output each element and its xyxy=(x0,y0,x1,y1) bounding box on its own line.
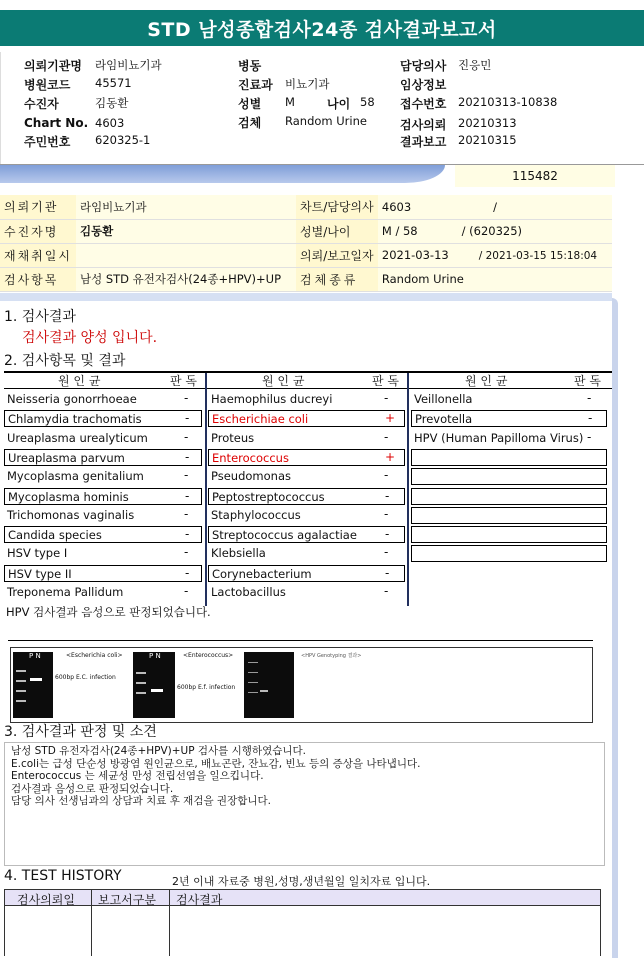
decorative-banner xyxy=(0,165,445,183)
pathogen-name: Treponema Pallidum xyxy=(7,585,124,599)
pathogen-row xyxy=(208,449,405,466)
pathogen-row xyxy=(208,545,405,562)
col3-pathogen-head: 원 인 균 xyxy=(465,374,508,388)
info-chart-value: 4603 xyxy=(381,199,412,214)
info-dates-value xyxy=(378,243,612,267)
section2-title: 2. 검사항목 및 결과 xyxy=(4,353,126,369)
pathogen-name: Proteus xyxy=(211,430,255,445)
resident-value: 620325-1 xyxy=(95,133,151,147)
pathogen-row xyxy=(411,449,607,466)
hpv-note: HPV 검사결과 음성으로 판정되었습니다. xyxy=(6,605,211,619)
info-sex-age-label: 성별/나이 xyxy=(296,219,378,243)
gel-ladder-3 xyxy=(244,652,294,718)
info-specimen-value: Random Urine xyxy=(378,267,612,291)
report-title: STD 남성종합검사24종 검사결과보고서 xyxy=(0,10,644,46)
info-institution-label: 의뢰기관 xyxy=(0,195,76,219)
section1-title: 1. 검사결과 xyxy=(4,309,76,325)
pathogen-row xyxy=(4,391,202,408)
pathogen-result: - xyxy=(184,468,189,483)
col1-result-head: 판 독 xyxy=(170,374,197,388)
info-chart-doctor-label: 차트/담당의사 xyxy=(296,195,378,219)
pathogen-name: Lactobacillus xyxy=(211,585,286,599)
pathogen-result: - xyxy=(185,565,190,580)
pathogen-row xyxy=(4,410,202,427)
gel-band-ecoli: 600bp E.C. infection xyxy=(55,674,116,681)
pathogen-result: + xyxy=(385,449,396,464)
gel-band-enterococcus: 600bp E.f. infection xyxy=(177,684,236,691)
pathogen-name: Ureaplasma urealyticum xyxy=(7,430,148,445)
pathogen-result: - xyxy=(384,468,389,483)
pathogen-name: Haemophilus ducreyi xyxy=(211,392,333,406)
pathogen-name: HPV (Human Papilloma Virus) xyxy=(414,430,584,445)
info-resident: / (620325) xyxy=(461,224,523,238)
col-divider-2 xyxy=(407,373,409,606)
department-value: 비뇨기과 xyxy=(285,77,330,91)
history-body-divider xyxy=(91,906,92,956)
pathogen-row xyxy=(411,488,607,505)
col3-result-head: 판 독 xyxy=(574,374,601,388)
pathogen-result: - xyxy=(184,391,189,405)
info-test-value: 남성 STD 유전자검사(24종+HPV)+UP xyxy=(76,267,296,291)
pathogen-row xyxy=(4,526,202,543)
hospital-code-label: 병원코드 xyxy=(24,78,71,92)
pathogen-result: - xyxy=(185,411,190,426)
gel-label-hpv: <HPV Genotyping 결과> xyxy=(301,653,362,659)
pathogen-name: Staphylococcus xyxy=(211,507,301,522)
pathogen-row xyxy=(208,410,405,427)
pathogen-result: - xyxy=(185,488,190,503)
pathogen-result: - xyxy=(587,391,592,405)
gel-ladder-1 xyxy=(13,652,53,718)
info-specimen-label: 검체종류 xyxy=(296,267,378,291)
positive-message: 검사결과 양성 입니다. xyxy=(22,330,158,346)
pathogen-result: - xyxy=(184,545,189,560)
report-label: 결과보고 xyxy=(400,135,447,149)
report-value: 20210315 xyxy=(458,133,517,147)
pathogen-row xyxy=(208,565,405,582)
gel-label-enterococcus: <Enterococcus> xyxy=(183,652,234,659)
info-sex-age: M / 58 xyxy=(381,224,418,238)
gel-ladder-2 xyxy=(133,652,175,718)
gel-label-ecoli: <Escherichia coli> xyxy=(66,652,123,659)
col2-pathogen-head: 원 인 균 xyxy=(262,374,305,388)
history-body-divider xyxy=(169,906,170,956)
info-patient-value: 김동환 xyxy=(76,219,296,243)
pathogen-name: Klebsiella xyxy=(211,546,266,561)
gel-divider xyxy=(8,640,593,641)
pathogen-row xyxy=(411,526,607,543)
opinion-line: E.coli는 급성 단순성 방광염 원인균으로, 배뇨곤란, 잔뇨감, 빈뇨 등의 증상을 나타냅니다. xyxy=(11,757,421,770)
department-label: 진료과 xyxy=(238,78,273,92)
pathogen-name: Escherichiae coli xyxy=(212,412,309,427)
info-separator xyxy=(0,293,612,301)
pathogen-name: Mycoplasma hominis xyxy=(8,489,129,504)
doctor-label: 담당의사 xyxy=(400,59,447,73)
pathogen-name: Candida species xyxy=(8,528,102,543)
pathogen-row xyxy=(4,430,202,447)
opinion-line: Enterococcus 는 세균성 만성 전립선염을 일으킵니다. xyxy=(11,770,264,782)
pathogen-name: Chlamydia trachomatis xyxy=(8,412,142,427)
doctor-value: 진응민 xyxy=(458,58,492,72)
pathogen-row xyxy=(411,507,607,524)
gel-lane-label-2: P N xyxy=(149,652,161,660)
report-id: 115482 xyxy=(455,165,615,187)
history-col-type: 보고서구분 xyxy=(98,893,156,907)
pathogen-name: Ureaplasma parvum xyxy=(8,450,125,465)
section3-title: 3. 검사결과 판정 및 소견 xyxy=(4,724,157,740)
history-table-header xyxy=(4,889,601,906)
pathogen-name: Corynebacterium xyxy=(212,566,312,581)
reception-label: 접수번호 xyxy=(400,97,447,111)
specimen-value: Random Urine xyxy=(285,114,367,128)
clinical-label: 임상정보 xyxy=(400,78,447,92)
pathogen-row xyxy=(411,545,607,562)
institution-label: 의뢰기관명 xyxy=(24,59,82,73)
pathogen-result: - xyxy=(385,565,390,580)
history-table-body xyxy=(4,906,601,956)
pathogen-result: - xyxy=(384,506,389,521)
pathogen-result: - xyxy=(184,506,189,521)
col2-result-head: 판 독 xyxy=(372,374,399,388)
history-col-date: 검사의뢰일 xyxy=(17,893,75,907)
patient-label: 수진자 xyxy=(24,97,59,111)
col-divider-1 xyxy=(205,373,207,606)
pathogen-row xyxy=(4,565,202,582)
pathogen-row xyxy=(4,488,202,505)
age-label: 나이 xyxy=(327,97,351,111)
pathogen-row xyxy=(411,430,607,447)
pathogen-result: - xyxy=(185,449,190,464)
pathogen-name: Veillonella xyxy=(414,392,473,406)
age-value: 58 xyxy=(360,95,375,109)
info-resample-label: 재채취일시 xyxy=(0,243,76,267)
sex-value: M xyxy=(285,95,295,109)
pathogen-name: Mycoplasma genitalium xyxy=(7,469,144,484)
header-border xyxy=(0,52,1,164)
pathogen-row xyxy=(208,526,405,543)
pathogen-name: Prevotella xyxy=(415,412,473,427)
pathogen-row xyxy=(4,507,202,524)
pathogen-row xyxy=(208,507,405,524)
info-resample-value xyxy=(76,243,296,267)
pathogen-result: + xyxy=(385,411,396,426)
info-chart-doctor-value xyxy=(378,195,612,219)
info-patient-label: 수진자명 xyxy=(0,219,76,243)
specimen-label: 검체 xyxy=(238,116,262,130)
pathogen-name: Streptococcus agalactiae xyxy=(212,528,357,543)
history-col-divider xyxy=(169,889,170,906)
pathogen-row xyxy=(4,468,202,485)
pathogen-row xyxy=(208,488,405,505)
resident-label: 주민번호 xyxy=(24,135,71,149)
patient-value: 김동환 xyxy=(95,96,129,110)
pathogen-result: - xyxy=(385,527,390,542)
content-border xyxy=(612,298,618,958)
info-table xyxy=(0,195,612,292)
pathogen-result: - xyxy=(185,527,190,542)
info-report-datetime: / 2021-03-15 15:18:04 xyxy=(478,250,598,262)
pathogen-row xyxy=(208,430,405,447)
pathogen-name: Trichomonas vaginalis xyxy=(7,507,135,522)
pathogen-row xyxy=(4,449,202,466)
pathogen-result: - xyxy=(384,545,389,560)
info-dates-label: 의뢰/보고일자 xyxy=(296,243,378,267)
pathogen-result: - xyxy=(384,584,389,598)
request-label: 검사의뢰 xyxy=(400,118,447,132)
gel-lane-label-1: P N xyxy=(29,652,41,660)
history-col-result: 검사결과 xyxy=(176,893,223,907)
pathogen-row xyxy=(208,468,405,485)
pathogen-row xyxy=(411,468,607,485)
request-value: 20210313 xyxy=(458,116,517,130)
pathogen-result: - xyxy=(385,488,390,503)
opinion-line: 검사결과 음성으로 판정되었습니다. xyxy=(11,782,174,795)
opinion-line: 남성 STD 유전자검사(24종+HPV)+UP 검사를 시행하였습니다. xyxy=(11,745,307,757)
gel-image-box xyxy=(10,647,593,723)
pathogen-name: HSV type I xyxy=(7,546,68,561)
info-slash: / xyxy=(493,199,498,214)
info-test-label: 검사항목 xyxy=(0,267,76,291)
chart-value: 4603 xyxy=(95,116,125,130)
pathogen-name: Pseudomonas xyxy=(211,469,291,484)
col1-pathogen-head: 원 인 균 xyxy=(58,374,101,388)
info-sex-age-value xyxy=(378,219,612,243)
history-note: 2년 이내 자료중 병원,성명,생년월일 일치자료 입니다. xyxy=(172,875,431,888)
pathogen-row xyxy=(208,391,405,408)
opinion-box xyxy=(4,742,605,866)
reception-value: 20210313-10838 xyxy=(458,95,558,109)
institution-value: 라임비뇨기과 xyxy=(95,58,162,72)
pathogen-row xyxy=(411,391,607,408)
sex-label: 성별 xyxy=(238,97,262,111)
pathogen-result: - xyxy=(184,429,189,444)
opinion-line: 담당 의사 선생님과의 상담과 치료 후 재검을 권장합니다. xyxy=(11,795,271,807)
section4-title: 4. TEST HISTORY xyxy=(4,868,122,884)
pathogen-result: - xyxy=(384,429,389,444)
pathogen-name: Neisseria gonorrhoeae xyxy=(7,392,137,406)
hospital-code-value: 45571 xyxy=(95,76,132,90)
pathogen-name: HSV type II xyxy=(8,566,72,581)
chart-label: Chart No. xyxy=(24,116,89,130)
ward-label: 병동 xyxy=(238,59,262,73)
pathogen-name: Peptostreptococcus xyxy=(212,489,325,504)
pathogen-result: - xyxy=(384,391,389,405)
pathogen-row xyxy=(208,584,405,601)
pathogen-result: - xyxy=(184,584,189,598)
pathogen-row xyxy=(4,584,202,601)
info-request-date: 2021-03-13 xyxy=(381,248,449,262)
pathogen-row xyxy=(4,545,202,562)
info-institution-value: 라임비뇨기과 xyxy=(76,195,296,219)
pathogen-name: Enterococcus xyxy=(212,450,289,465)
history-col-divider xyxy=(91,889,92,906)
pathogen-result: - xyxy=(588,411,593,426)
pathogen-row xyxy=(411,410,607,427)
pathogen-result: - xyxy=(587,429,592,444)
